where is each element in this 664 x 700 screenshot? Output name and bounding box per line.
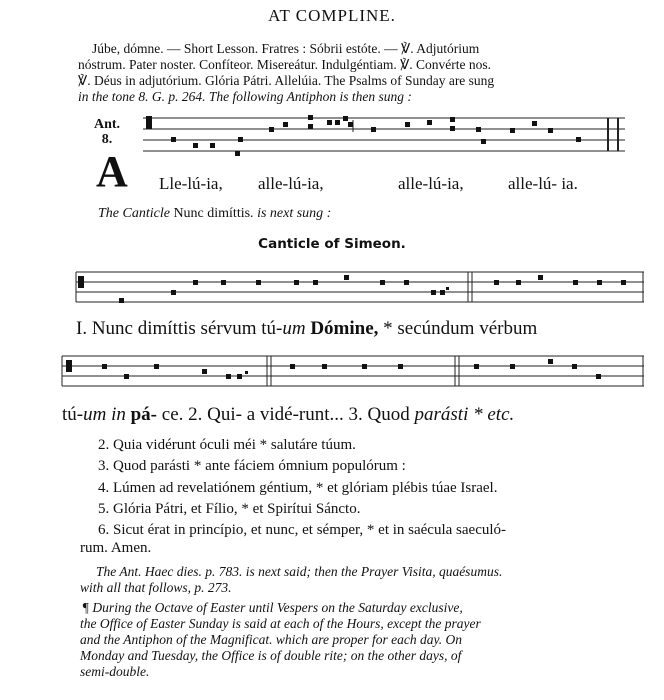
antiphon-lyric-4: alle-lú- ia. — [508, 174, 578, 193]
verse-6: 6. Sicut érat in princípio, et nunc, et sémper, * et in saécula saeculó- — [98, 522, 507, 538]
canticle-intro-prefix: The Canticle — [98, 206, 170, 221]
canticle-staff-1 — [76, 268, 656, 308]
antiphon-lyric-3: alle-lú-ia, — [398, 174, 464, 193]
rubric-2-line-2: the Office of Easter Sunday is said at each of the Hours, except the prayer — [80, 616, 481, 631]
verse-1b-part-a: tú- — [62, 404, 84, 425]
verse-1-part-e: * secúndum vérbum — [383, 318, 538, 339]
canticle-staff-2 — [62, 352, 652, 394]
verse-1 — [76, 318, 537, 340]
verse-1-part-b: tú- — [261, 318, 283, 339]
antiphon-label-ant: Ant. — [94, 117, 121, 132]
rubric-1-line-1: The Ant. Haec dies. p. 783. is next said; then the Prayer Visita, quaésumus. — [96, 564, 503, 579]
verse-6-end: rum. Amen. — [80, 540, 152, 556]
rubric-2-line-5: semi-double. — [80, 664, 150, 679]
verse-1b-part-d: ce. 2. Qui- a vidé-runt... 3. Quod — [161, 404, 410, 425]
verse-1-part-d: Dómine, — [310, 318, 379, 339]
intro-line-4: in the tone 8. G. p. 264. The following Antiphon is then sung : — [78, 89, 412, 104]
verse-1b-part-b: um in — [83, 404, 126, 425]
page-title: AT COMPLINE. — [268, 6, 396, 25]
verse-1-part-a: Nunc dimíttis sérvum — [91, 318, 257, 339]
intro-line-2: nóstrum. Pater noster. Confíteor. Misereátur. Indulgéntiam. ℣. Convérte nos. — [78, 57, 492, 72]
verse-3: 3. Quod parásti * ante fáciem ómnium populórum : — [98, 458, 406, 474]
verse-2: 2. Quia vidérunt óculi méi * salutáre túum. — [98, 437, 356, 453]
verse-1-number: I. — [76, 318, 88, 339]
verse-1b-part-e: parásti — [414, 404, 469, 425]
verse-1-part-c: um — [282, 318, 306, 339]
antiphon-lyric-1: Lle-lú-ia, — [159, 174, 223, 193]
verse-1-continued — [62, 404, 514, 426]
canticle-intro — [98, 205, 660, 222]
rubric-2-line-4: Monday and Tuesday, the Office is of double rite; on the other days, of — [80, 648, 462, 663]
antiphon-label-mode: 8. — [101, 132, 113, 147]
verse-1b-part-f: * etc. — [473, 404, 515, 425]
intro-line-1: Júbe, dómne. — Short Lesson. Fratres : Sóbrii estóte. — ℣. Adjutórium — [92, 41, 480, 56]
intro-line-3: ℣. Déus in adjutórium. Glória Pátri. Allelúia. The Psalms of Sunday are sung — [78, 73, 495, 88]
rubric-2-line-3: and the Antiphon of the Magnificat. which are proper for each day. On — [80, 632, 462, 647]
verse-4: 4. Lúmen ad revelatiónem géntium, * et glóriam plébis túae Israel. — [98, 480, 498, 496]
rubric-2-line-1: ¶ During the Octave of Easter until Vespers on the Saturday exclusive, — [82, 600, 463, 615]
antiphon-lyric-2: alle-lú-ia, — [258, 174, 324, 193]
verse-5: 5. Glória Pátri, et Fílio, * et Spirítui Sáncto. — [98, 501, 361, 517]
initial-letter: A — [96, 147, 128, 196]
rubric-1-line-2: with all that follows, p. 273. — [80, 580, 232, 595]
canticle-intro-name: Nunc dimíttis. — [173, 206, 254, 221]
verse-1b-part-c: pá- — [130, 404, 158, 425]
canticle-title: Canticle of Simeon. — [258, 236, 406, 252]
antiphon-staff — [143, 114, 643, 162]
canticle-intro-suffix: is next sung : — [257, 206, 332, 221]
antiphon-label — [94, 117, 120, 147]
